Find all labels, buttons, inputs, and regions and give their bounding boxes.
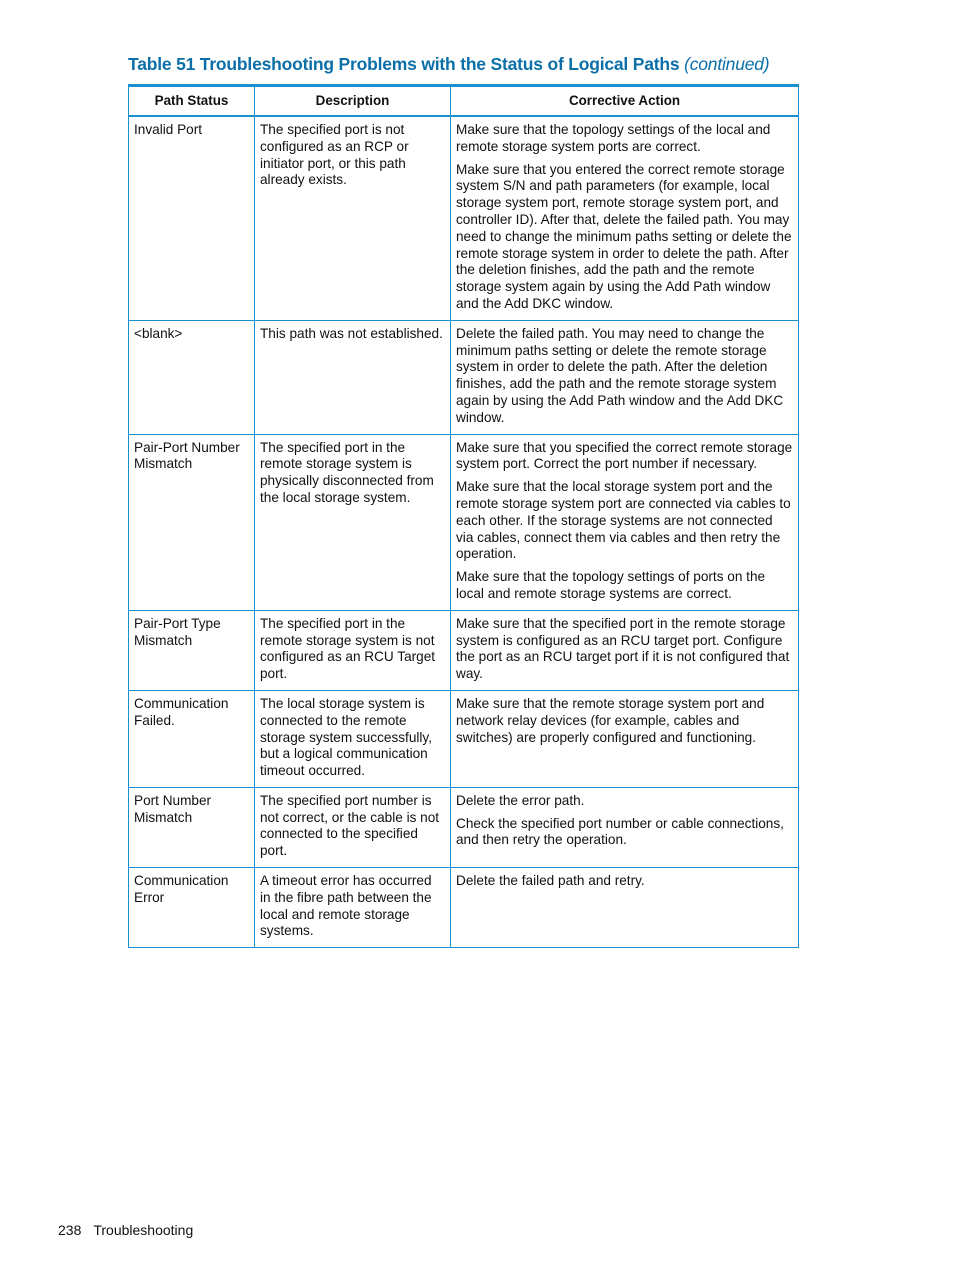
- description-cell: The specified port in the remote storage system is physically disconnected from the local storage system.: [255, 434, 451, 610]
- troubleshooting-table: [128, 84, 799, 948]
- action-paragraph: Delete the failed path and retry.: [456, 873, 645, 889]
- table-row: [129, 320, 799, 434]
- action-paragraph: Make sure that you entered the correct remote storage system S/N and path parameters (for example, local storage system port, remote storage system port, and controller ID). After that, delete the failed path. You may need to change the minimum paths setting or delete the remote storage system in order to delete the path. After the deletion finishes, add the path and the remote storage system again by using the Add Path window and the Add DKC window.: [456, 161, 792, 311]
- header-path-status: Path Status: [129, 86, 255, 117]
- corrective-action-cell: [451, 690, 799, 787]
- action-paragraph: Check the specified port number or cable connections, and then retry the operation.: [456, 815, 784, 848]
- caption-title: Table 51 Troubleshooting Problems with the Status of Logical Paths: [128, 54, 680, 74]
- corrective-action-cell: [451, 434, 799, 610]
- corrective-action-cell: [451, 610, 799, 690]
- action-paragraph: Delete the failed path. You may need to change the minimum paths setting or delete the remote storage system in order to delete the path. After the deletion finishes, add the path and the remote storage system again by using the Add Path window and the Add DKC window.: [456, 325, 784, 425]
- caption-continued: (continued): [684, 54, 770, 74]
- action-paragraph: Make sure that the specified port in the remote storage system is configured as an RCU target port. Configure the port as an RCU target port if it is not configured that way.: [456, 615, 790, 682]
- footer-section-title: Troubleshooting: [93, 1222, 194, 1238]
- table-row: [129, 116, 799, 320]
- description-cell: The specified port is not configured as an RCP or initiator port, or this path already exists.: [255, 116, 451, 320]
- action-paragraph: Make sure that the topology settings of the local and remote storage system ports are correct.: [456, 122, 771, 154]
- path-status-cell: Communication Failed.: [129, 690, 255, 787]
- action-paragraph: Make sure that the topology settings of ports on the local and remote storage systems are correct.: [456, 569, 766, 601]
- table-row: [129, 690, 799, 787]
- corrective-action-cell: [451, 787, 799, 867]
- action-paragraph: Make sure that the local storage system port and the remote storage system port are connected via cables to each other. If the storage systems are not connected via cables, connect them via cables and then retry the operation.: [456, 479, 791, 562]
- table-row: [129, 610, 799, 690]
- path-status-cell: Port Number Mismatch: [129, 787, 255, 867]
- header-corrective-action: Corrective Action: [451, 86, 799, 117]
- header-description: Description: [255, 86, 451, 117]
- description-cell: This path was not established.: [255, 320, 451, 434]
- description-cell: The local storage system is connected to the remote storage system successfully, but a logical communication timeout occurred.: [255, 690, 451, 787]
- table-caption: [128, 54, 798, 75]
- path-status-cell: Communication Error: [129, 868, 255, 948]
- action-paragraph: Make sure that the remote storage system port and network relay devices (for example, cables and switches) are properly configured and functioning.: [456, 695, 765, 745]
- description-cell: A timeout error has occurred in the fibre path between the local and remote storage systems.: [255, 868, 451, 948]
- action-paragraph: Make sure that you specified the correct remote storage system port. Correct the port number if necessary.: [456, 439, 793, 472]
- table-row: [129, 434, 799, 610]
- path-status-cell: Pair-Port Type Mismatch: [129, 610, 255, 690]
- corrective-action-cell: [451, 320, 799, 434]
- description-cell: The specified port in the remote storage system is not configured as an RCU Target port.: [255, 610, 451, 690]
- corrective-action-cell: [451, 868, 799, 948]
- path-status-cell: <blank>: [129, 320, 255, 434]
- page-footer: [58, 1222, 193, 1238]
- table-row: [129, 787, 799, 867]
- description-cell: The specified port number is not correct, or the cable is not connected to the specified port.: [255, 787, 451, 867]
- corrective-action-cell: [451, 116, 799, 320]
- page-number: 238: [58, 1222, 82, 1238]
- table-header-row: [129, 86, 799, 117]
- path-status-cell: Pair-Port Number Mismatch: [129, 434, 255, 610]
- table-row: [129, 868, 799, 948]
- path-status-cell: Invalid Port: [129, 116, 255, 320]
- action-paragraph: Delete the error path.: [456, 792, 585, 808]
